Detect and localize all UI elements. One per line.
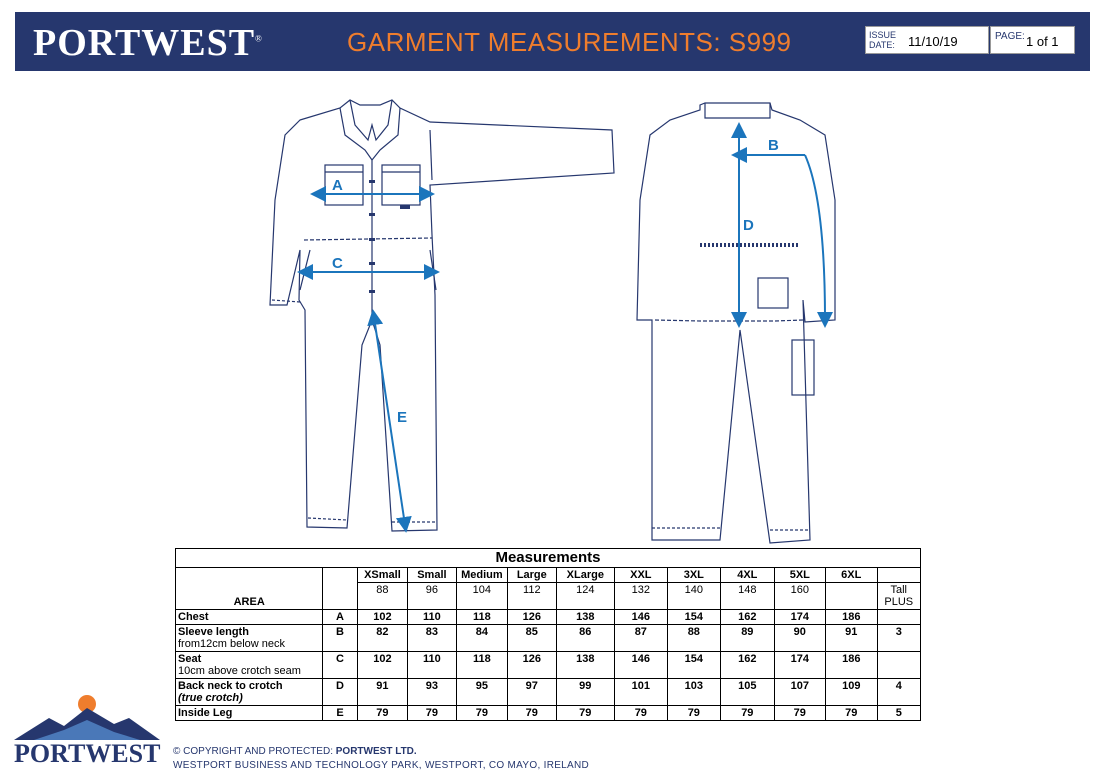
measurement-cell: 126	[508, 610, 556, 625]
table-row	[176, 706, 921, 721]
size-number: 132	[615, 583, 667, 610]
size-header: XSmall	[357, 568, 407, 583]
page-title: GARMENT MEASUREMENTS: S999	[347, 27, 792, 57]
measurement-cell: 102	[357, 610, 407, 625]
measurement-cell: 174	[774, 610, 825, 625]
tall-plus-cell: 5	[877, 706, 921, 721]
label-b: B	[768, 137, 779, 154]
measurement-cell: 91	[357, 679, 407, 706]
copyright-text: © COPYRIGHT AND PROTECTED: PORTWEST LTD.	[173, 746, 417, 757]
back-view	[637, 103, 835, 543]
measurement-cell: 91	[826, 625, 877, 652]
size-header: XXL	[615, 568, 667, 583]
measurement-cell: 154	[667, 652, 721, 679]
measurement-cell: 79	[357, 706, 407, 721]
label-e: E	[397, 409, 408, 426]
measurement-rows	[176, 610, 921, 721]
measurement-cell: 83	[408, 625, 456, 652]
measurement-cell: 89	[721, 625, 775, 652]
area-code: A	[323, 610, 357, 625]
size-header: Large	[508, 568, 556, 583]
area-cell: Chest	[176, 610, 323, 625]
footer-brand: PORTWEST	[14, 739, 161, 768]
area-cell: Inside Leg	[176, 706, 323, 721]
measurement-cell: 84	[456, 625, 507, 652]
size-number	[826, 583, 877, 610]
measurement-cell: 118	[456, 610, 507, 625]
size-number: 140	[667, 583, 721, 610]
front-buttons	[369, 180, 410, 293]
size-header: 3XL	[667, 568, 721, 583]
page-value: 1 of 1	[1026, 34, 1059, 49]
measurement-cell: 79	[456, 706, 507, 721]
measurement-cell: 107	[774, 679, 825, 706]
table-row	[176, 679, 921, 706]
tall-plus-header: Tall PLUS	[877, 583, 921, 610]
size-number: 104	[456, 583, 507, 610]
size-header: Small	[408, 568, 456, 583]
measurement-cell: 186	[826, 652, 877, 679]
size-number: 148	[721, 583, 775, 610]
measurement-cell: 79	[408, 706, 456, 721]
label-a: A	[332, 177, 343, 194]
measurement-cell: 146	[615, 652, 667, 679]
area-code: E	[323, 706, 357, 721]
size-number: 124	[556, 583, 615, 610]
label-d: D	[743, 217, 754, 234]
measurement-cell: 79	[508, 706, 556, 721]
page-label: PAGE:	[995, 31, 1025, 42]
measurement-cell: 138	[556, 652, 615, 679]
measurement-cell: 79	[556, 706, 615, 721]
measurement-cell: 118	[456, 652, 507, 679]
measurement-cell: 126	[508, 652, 556, 679]
measurements-table	[175, 548, 921, 721]
measurement-cell: 138	[556, 610, 615, 625]
size-header: XLarge	[556, 568, 615, 583]
measurement-cell: 79	[721, 706, 775, 721]
table-row	[176, 625, 921, 652]
measurement-cell: 174	[774, 652, 825, 679]
size-number: 112	[508, 583, 556, 610]
measurement-cell: 79	[615, 706, 667, 721]
area-code: C	[323, 652, 357, 679]
tall-plus-cell: 4	[877, 679, 921, 706]
table-row	[176, 652, 921, 679]
table-caption: Measurements	[176, 549, 921, 568]
size-number: 96	[408, 583, 456, 610]
measurement-cell: 102	[357, 652, 407, 679]
measurement-cell: 103	[667, 679, 721, 706]
measurement-cell: 85	[508, 625, 556, 652]
area-code: B	[323, 625, 357, 652]
measurement-cell: 110	[408, 610, 456, 625]
measurement-arrows	[305, 130, 825, 525]
measurement-cell: 87	[615, 625, 667, 652]
measurement-cell: 109	[826, 679, 877, 706]
measurement-cell: 110	[408, 652, 456, 679]
measurement-cell: 101	[615, 679, 667, 706]
measurement-cell: 79	[667, 706, 721, 721]
measurement-cell: 93	[408, 679, 456, 706]
front-view	[270, 100, 614, 531]
brand-logo: PORTWEST®	[33, 22, 263, 64]
measurement-cell: 82	[357, 625, 407, 652]
size-header: 4XL	[721, 568, 775, 583]
measurement-cell: 162	[721, 652, 775, 679]
measurement-cell: 146	[615, 610, 667, 625]
label-c: C	[332, 255, 343, 272]
size-number: 88	[357, 583, 407, 610]
table-row	[176, 610, 921, 625]
size-header: 5XL	[774, 568, 825, 583]
measurement-cell: 162	[721, 610, 775, 625]
area-header: AREA	[176, 568, 323, 610]
measurement-cell: 186	[826, 610, 877, 625]
arrow-b	[805, 155, 825, 320]
measurement-cell: 90	[774, 625, 825, 652]
tall-plus-cell: 3	[877, 625, 921, 652]
measurement-cell: 154	[667, 610, 721, 625]
measurement-cell: 95	[456, 679, 507, 706]
measurement-cell: 105	[721, 679, 775, 706]
area-cell: Seat 10cm above crotch seam	[176, 652, 323, 679]
measurement-cell: 79	[826, 706, 877, 721]
area-code: D	[323, 679, 357, 706]
size-header: Medium	[456, 568, 507, 583]
issue-date-value: 11/10/19	[908, 34, 958, 49]
measurement-labels	[332, 137, 779, 426]
tall-plus-cell	[877, 652, 921, 679]
issue-date-label: ISSUE DATE:	[869, 30, 897, 50]
area-cell: Sleeve length from12cm below neck	[176, 625, 323, 652]
measurement-cell: 97	[508, 679, 556, 706]
measurement-cell: 88	[667, 625, 721, 652]
address-text: WESTPORT BUSINESS AND TECHNOLOGY PARK, WESTPORT, CO MAYO, IRELAND	[173, 760, 590, 771]
size-header-row	[176, 568, 921, 583]
size-number: 160	[774, 583, 825, 610]
size-header: 6XL	[826, 568, 877, 583]
tall-plus-cell	[877, 610, 921, 625]
measurement-cell: 86	[556, 625, 615, 652]
area-cell: Back neck to crotch (true crotch)	[176, 679, 323, 706]
measurement-cell: 79	[774, 706, 825, 721]
measurement-cell: 99	[556, 679, 615, 706]
